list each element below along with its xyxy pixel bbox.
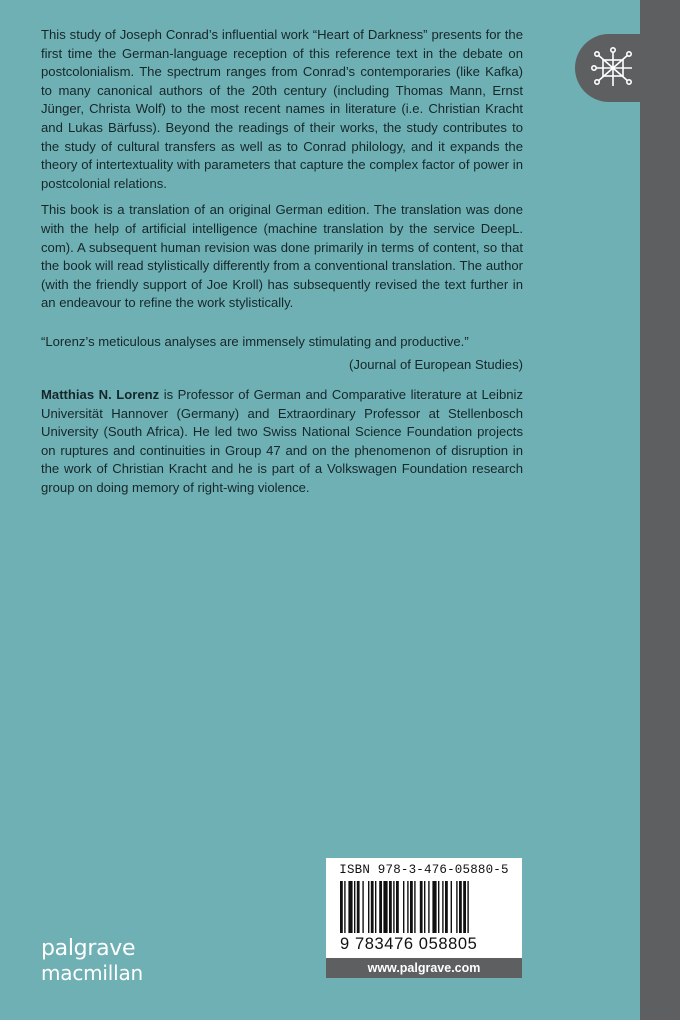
barcode-bar [375,881,376,941]
publisher-logo [41,937,143,985]
barcode-digits: 9 783476 058805 [340,933,516,955]
barcode [338,881,510,941]
barcode-bar [459,881,462,941]
publisher-name-line2: macmillan [41,961,144,985]
description-paragraph: This study of Joseph Conrad’s influential work “Heart of Darkness” presents for the first time the German-language reception of this reference text in the debate on postcolonialism. The spectrum ranges from Conrad’s contemporaries (like Kafka) to many canonical authors of the 20th century (including Thomas Mann, Ernst Jünger, Christa Wolf) to the most recent names in literature (i.e. Christian Kracht and Lukas Bärfuss). Beyond the readings of their works, the study contributes to the study of cultural transfers as well as to Conrad philology, and it expands the theory of intertextuality with parameters that capture the complex factor of power in postcolonial relations. [41,27,523,191]
publisher-logo-badge [575,34,680,102]
barcode-bar [451,881,452,941]
barcode-bar [438,881,439,941]
barcode-bar [463,881,466,941]
publisher-url: www.palgrave.com [326,958,522,978]
barcode-bar [456,881,457,941]
isbn-label: ISBN 978-3-476-05880-5 [339,863,509,877]
author-name: Matthias N. Lorenz [41,387,160,403]
author-bio-text: is Professor of German and Comparative literature at Leibniz Universität Hannover (Germany) and Extraordinary Professor at Stellenbosch University (South Africa). He led two Swiss National Science Foundation projects on ruptures and continuities in Group 47 and on the phenomenon of disruption in the work of Christian Kracht and he is part of a Volkswagen Foundation research group on doing memory of right-wing violence. [41,387,523,496]
barcode-bar [379,881,382,941]
isbn-barcode-box [326,858,522,958]
barcode-bar [414,881,415,941]
barcode-bar [357,881,360,941]
barcode-bar [403,881,404,941]
barcode-bar [420,881,423,941]
barcode-bar [344,881,345,941]
barcode-bar [410,881,413,941]
back-cover-text [41,26,523,506]
translation-note-paragraph: This book is a translation of an original German edition. The translation was done with the help of artificial intelligence (machine translation by the service DeepL. com). A subsequent human revision was done primarily in terms of content, so that the book will read stylistically differently from a conventional translation. The author (with the friendly support of Joe Kroll) has subsequently revised the text further in an endeavour to refine the work stylistically. [41,202,523,311]
barcode-bar [445,881,448,941]
barcode-bar [354,881,355,941]
review-source: (Journal of European Studies) [349,356,523,372]
book-spine [640,0,680,1020]
barcode-bar [442,881,443,941]
barcode-bar [389,881,392,941]
author-bio [41,386,523,498]
barcode-bar [428,881,429,941]
barcode-bar [368,881,369,941]
barcode-bar [407,881,408,941]
barcode-bar [383,881,387,941]
review-quote: “Lorenz’s meticulous analyses are immensely stimulating and productive.” [41,333,469,349]
barcode-bar [348,881,352,941]
barcode-bar [396,881,399,941]
barcode-bar [424,881,425,941]
barcode-bar [362,881,363,941]
barcode-bar [432,881,436,941]
publisher-name-line1: palgrave [41,936,136,961]
palgrave-star-icon [589,44,637,92]
barcode-bar [371,881,374,941]
barcode-bar [340,881,343,941]
barcode-bar [467,881,468,941]
barcode-bar [393,881,394,941]
